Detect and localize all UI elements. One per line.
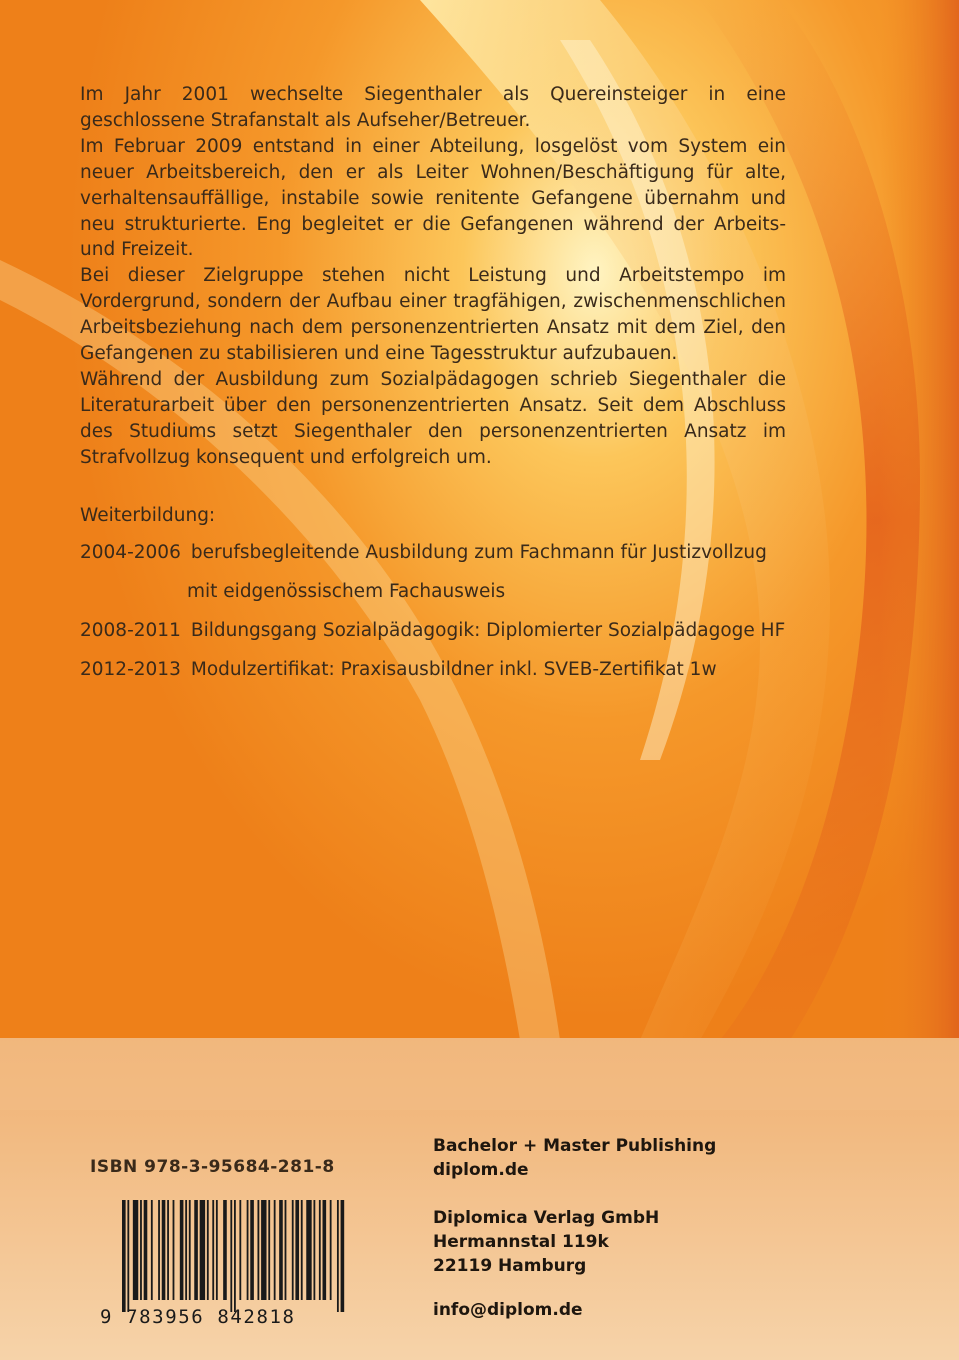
publisher-name: Bachelor + Master Publishing (433, 1136, 717, 1156)
education-heading: Weiterbildung: (80, 505, 216, 526)
barcode-bar (234, 1200, 236, 1312)
barcode-bar (292, 1200, 294, 1300)
publisher-email: info@diplom.de (433, 1300, 583, 1320)
author-bio (80, 82, 786, 471)
barcode-bar (261, 1200, 266, 1300)
education-text: berufsbegleitende Ausbildung zum Fachmann für Justizvollzug (190, 542, 767, 563)
publisher-street: Hermannstal 119k (433, 1232, 609, 1252)
barcode-bar (151, 1200, 153, 1300)
barcode-bar (274, 1200, 276, 1300)
isbn-label: ISBN 978-3-95684-281-8 (90, 1157, 335, 1177)
education-entry (80, 618, 785, 644)
publisher-company: Diplomica Verlag GmbH (433, 1208, 660, 1228)
barcode-bar (194, 1200, 198, 1300)
barcode-bar (144, 1200, 148, 1300)
barcode-bar (180, 1200, 184, 1300)
barcode-bar (306, 1200, 311, 1300)
education-entry (80, 657, 717, 683)
bio-paragraph: Bei dieser Zielgruppe stehen nicht Leistung und Arbeitstempo im Vordergrund, sondern der Aufbau einer tragfähigen, zwischenmenschlichen Arbeitsbeziehung nach dem personenzentrierten Ansatz mit dem Ziel, den Gefangenen zu stabilisieren und eine Tagesstruktur aufzubauen. (80, 265, 786, 365)
barcode-bar (257, 1200, 259, 1300)
barcode-bar (122, 1200, 126, 1312)
barcode-bar (207, 1200, 209, 1300)
barcode-bar (200, 1200, 205, 1300)
barcode-bar (189, 1200, 191, 1300)
education-years: 2008-2011 (80, 620, 181, 641)
education-entry (80, 540, 767, 566)
barcode-bar (250, 1200, 254, 1300)
publisher-city: 22119 Hamburg (433, 1256, 587, 1276)
barcode-bar (212, 1200, 214, 1300)
education-text: Modulzertifikat: Praxisausbildner inkl. SVEB-Zertifikat 1w (190, 659, 717, 680)
barcode-bar (323, 1200, 327, 1300)
barcode-bar (140, 1200, 142, 1300)
barcode-bar (330, 1200, 332, 1300)
barcode-bar (301, 1200, 303, 1300)
education-years: 2004-2006 (80, 542, 181, 563)
barcode-bar (158, 1200, 160, 1300)
barcode-bar (337, 1200, 339, 1312)
barcode-bar (247, 1200, 249, 1300)
education-continuation: mit eidgenössischem Fachausweis (187, 581, 506, 602)
barcode (100, 1200, 346, 1328)
barcode-bar (216, 1200, 218, 1300)
barcode-bar (313, 1200, 315, 1300)
barcode-number: 9 783956 842818 (100, 1306, 296, 1328)
bio-paragraph: Im Februar 2009 entstand in einer Abteilung, losgelöst vom System ein neuer Arbeitsbereich, den er als Leiter Wohnen/Beschäftigung für alte, verhaltensauffällige, instabile sowie renitente Gefangene übernahm und neu strukturierte. Eng begleitet er die Gefangenen während der Arbeits- und Freizeit. (80, 135, 786, 261)
barcode-bar (173, 1200, 175, 1300)
bio-paragraph: Während der Ausbildung zum Sozialpädagogen schrieb Siegenthaler die Literaturarbeit über den personenzentrierten Ansatz. Seit dem Abschluss des Studiums setzt Siegenthaler den personenzentrierten Ansatz im Strafvollzug konsequent und erfolgreich um. (80, 368, 786, 468)
barcode-bar (268, 1200, 270, 1300)
barcode-bar (285, 1200, 287, 1300)
barcode-bars (122, 1200, 346, 1312)
bio-paragraph: Im Jahr 2001 wechselte Siegenthaler als Quereinsteiger in eine geschlossene Strafanstalt als Aufseher/Betreuer. (80, 84, 786, 131)
barcode-bar (295, 1200, 299, 1300)
barcode-bar (319, 1200, 321, 1300)
barcode-bar (239, 1200, 241, 1300)
education-text: Bildungsgang Sozialpädagogik: Diplomierter Sozialpädagoge HF (190, 620, 786, 641)
barcode-bar (185, 1200, 187, 1300)
barcode-bar (133, 1200, 138, 1300)
education-years: 2012-2013 (80, 659, 181, 680)
barcode-bar (162, 1200, 166, 1300)
barcode-bar (230, 1200, 232, 1312)
publisher-website: diplom.de (433, 1160, 529, 1180)
barcode-bar (127, 1200, 129, 1312)
barcode-bar (279, 1200, 283, 1300)
barcode-bar (223, 1200, 227, 1300)
barcode-bar (167, 1200, 169, 1300)
barcode-bar (341, 1200, 345, 1312)
